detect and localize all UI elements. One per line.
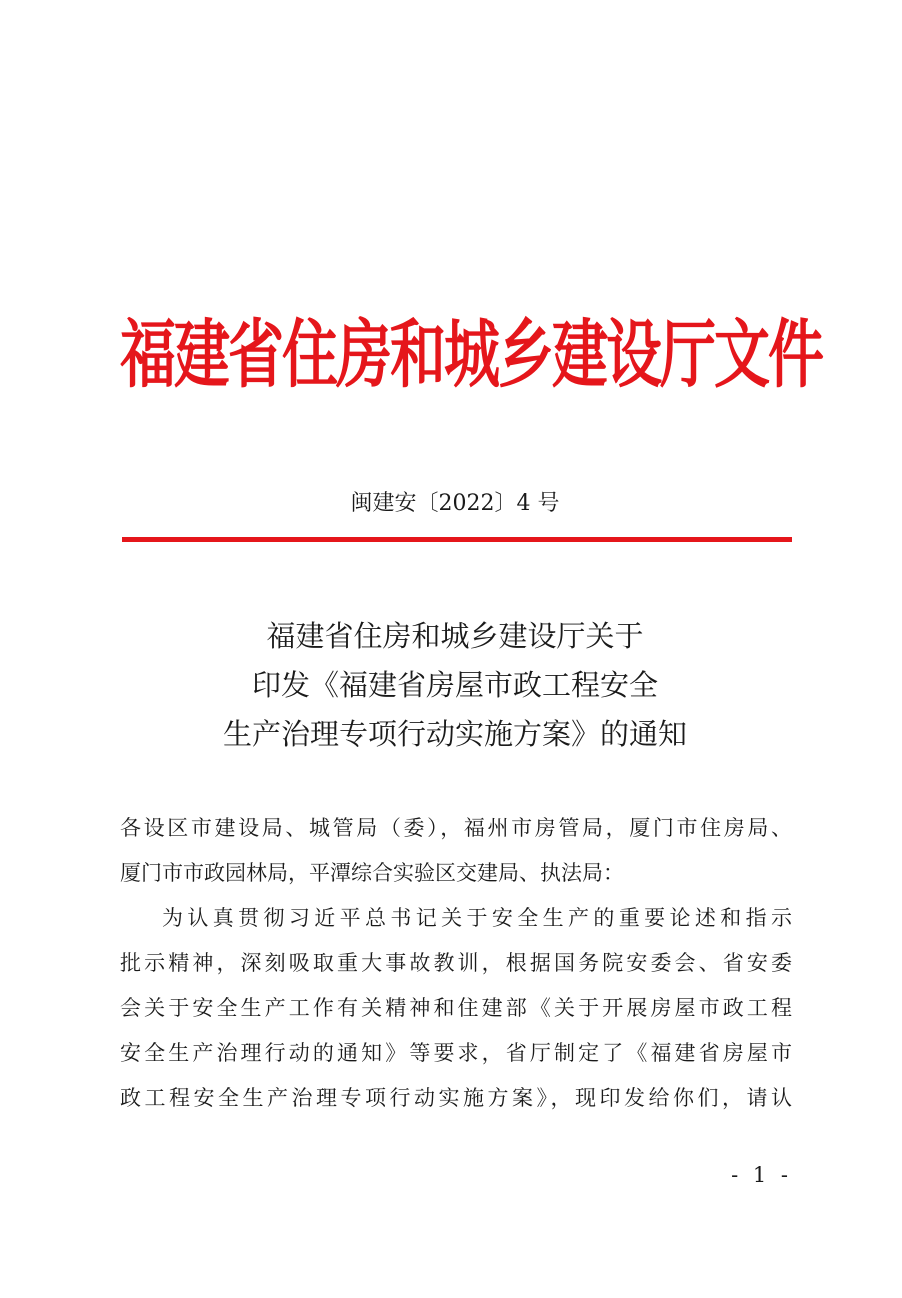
page-number: - 1 - <box>731 1163 792 1187</box>
notice-title-line-3: 生产治理专项行动实施方案》的通知 <box>222 717 687 751</box>
paragraph-line-1: 为认真贯彻习近平总书记关于安全生产的重要论述和指示 <box>162 906 792 930</box>
notice-title-line-1: 福建省住房和城乡建设厅关于 <box>266 619 644 653</box>
notice-body <box>120 806 792 1121</box>
addressee-line-2: 厦门市市政园林局，平潭综合实验区交建局、执法局： <box>120 861 624 885</box>
paragraph-line-3: 会关于安全生产工作有关精神和住建部《关于开展房屋市政工程 <box>120 996 792 1020</box>
masthead-title: 福建省住房和城乡建设厅文件 <box>120 311 822 399</box>
notice-title-line-2: 印发《福建省房屋市政工程安全 <box>251 668 658 702</box>
paragraph-line-5: 政工程安全生产治理专项行动实施方案》，现印发给你们，请认 <box>120 1086 792 1110</box>
paragraph-line-4: 安全生产治理行动的通知》等要求，省厅制定了《福建省房屋市 <box>120 1041 792 1065</box>
red-separator-line <box>122 537 792 542</box>
document-number: 闽建安〔2022〕4 号 <box>350 491 560 516</box>
notice-title <box>120 612 790 759</box>
addressee-line-1: 各设区市建设局、城管局（委），福州市房管局，厦门市住房局、 <box>120 816 792 840</box>
paragraph-line-2: 批示精神，深刻吸取重大事故教训，根据国务院安委会、省安委 <box>120 951 792 975</box>
